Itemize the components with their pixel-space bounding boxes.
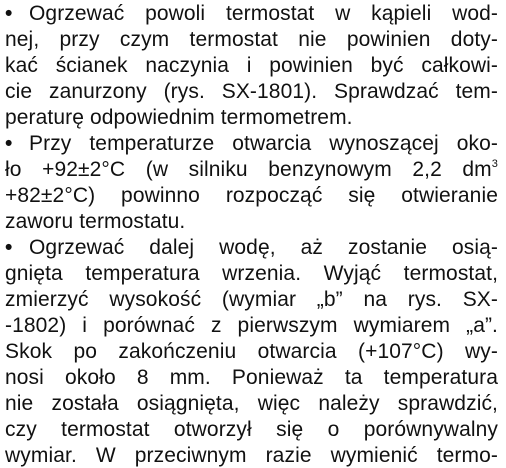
paragraph-3-line-7: nie została osiągnięta, więc należy sprawdzić, <box>5 392 498 415</box>
paragraph-2-text-line-1: Przy temperaturze otwarcia wynoszącej oko- <box>29 132 498 155</box>
paragraph-3-line-9: wymiar. W przeciwnym razie wymienić termo- <box>5 444 498 467</box>
paragraph-3-line-8: czy termostat otworzył się o porównywalny <box>5 418 498 441</box>
paragraph-3-line-2: gnięta temperatura wrzenia. Wyjąć termostat, <box>5 262 498 285</box>
paragraph-3-line-1 <box>5 236 498 260</box>
paragraph-3-text-line-1: Ogrzewać dalej wodę, aż zostanie osią- <box>29 236 498 259</box>
paragraph-3-line-6: nosi około 8 mm. Ponieważ ta temperatura <box>5 366 498 389</box>
paragraph-1-line-1 <box>5 2 498 26</box>
paragraph-3-line-5: Skok po zakończeniu otwarcia (+107°C) wy- <box>5 340 498 363</box>
paragraph-1-text-line-1: Ogrzewać powoli termostat w kąpieli wod- <box>29 2 498 25</box>
bullet-3: • <box>5 236 13 259</box>
superscript-cubic: 3 <box>491 158 498 170</box>
bullet-1: • <box>5 2 13 25</box>
paragraph-2-line-4: zaworu termostatu. <box>5 210 186 233</box>
paragraph-3-line-4: -1802) i porównać z pierwszym wymiarem „a”. <box>5 314 498 337</box>
paragraph-2-line-2 <box>5 158 498 182</box>
paragraph-3-line-3: zmierzyć wysokość (wymiar „b” na rys. SX- <box>5 288 498 311</box>
bullet-2: • <box>5 132 13 155</box>
paragraph-1-line-2: nej, przy czym termostat nie powinien doty- <box>5 28 498 51</box>
paragraph-2-line-3: +82±2°C) powinno rozpocząć się otwieranie <box>5 184 498 207</box>
paragraph-1-line-5: peraturę odpowiednim termometrem. <box>5 106 353 129</box>
paragraph-2-text-line-2: ło +92±2°C (w silniku benzynowym 2,2 dm <box>5 158 492 181</box>
paragraph-1-line-4: cie zanurzony (rys. SX-1801). Sprawdzać tem- <box>5 80 498 103</box>
paragraph-2-line-1 <box>5 132 498 156</box>
paragraph-1-line-3: kać ścianek naczynia i powinien być całkowi- <box>5 54 498 77</box>
